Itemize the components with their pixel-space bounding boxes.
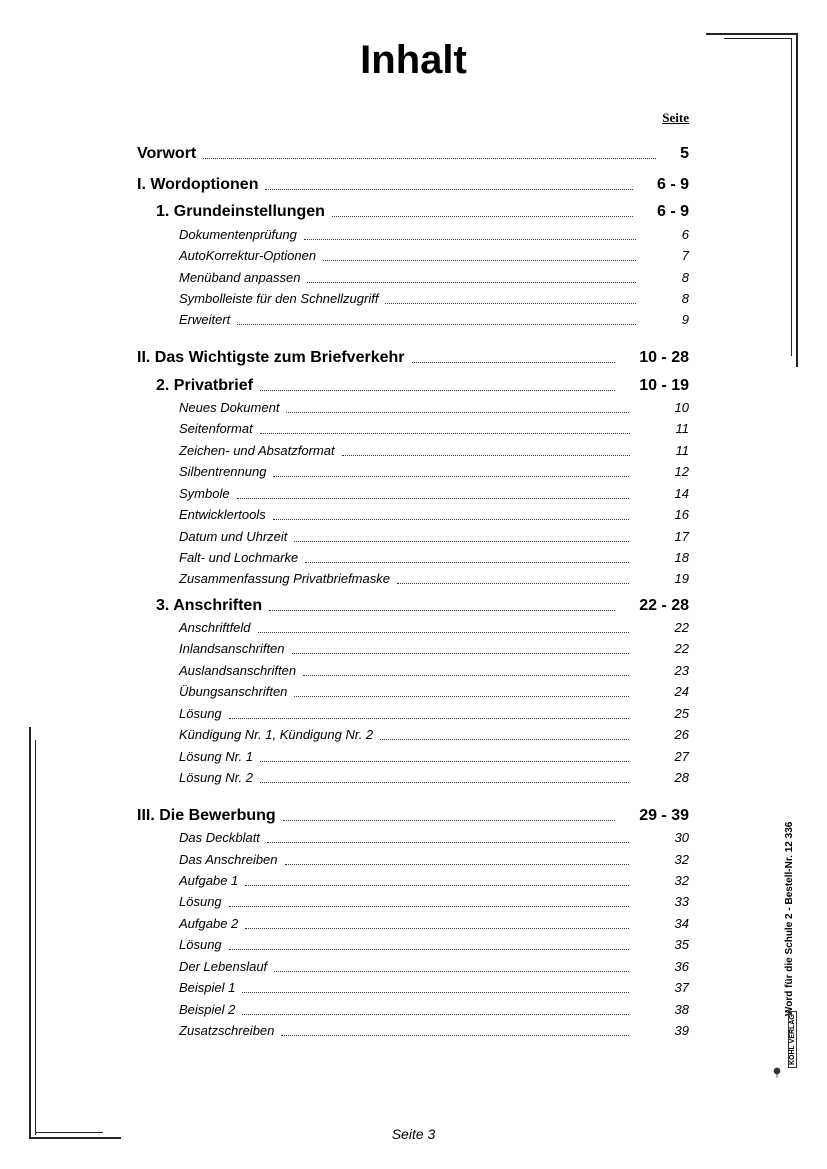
toc-entry-label: Lösung Nr. 1 xyxy=(179,749,253,764)
toc-entry xyxy=(179,548,689,568)
toc-entry xyxy=(179,441,689,461)
toc-entry-label: Aufgabe 2 xyxy=(179,916,239,931)
toc-dot-leader xyxy=(260,433,630,434)
toc-dot-leader xyxy=(412,362,616,363)
toc-entry-label: Aufgabe 1 xyxy=(179,873,239,888)
toc-entry-label: Entwicklertools xyxy=(179,507,266,522)
toc-dot-leader xyxy=(342,455,630,456)
toc-entry-label: Symbole xyxy=(179,486,230,501)
toc-entry xyxy=(179,935,689,955)
frame-top-right-horizontal-inner xyxy=(724,38,792,39)
toc-entry-page: 22 xyxy=(674,620,689,635)
toc-entry-page: 24 xyxy=(674,684,689,699)
toc-entry-label: Zusammenfassung Privatbriefmaske xyxy=(179,571,390,586)
toc-dot-leader xyxy=(267,842,629,843)
toc-entry-label: I. Wordoptionen xyxy=(137,176,259,193)
toc-entry xyxy=(179,768,689,788)
toc-dot-leader xyxy=(245,928,628,929)
toc-dot-leader xyxy=(269,610,615,611)
toc-dot-leader xyxy=(286,412,628,413)
toc-entry xyxy=(179,661,689,681)
toc-entry xyxy=(179,1000,689,1020)
toc-entry xyxy=(179,747,689,767)
side-publisher-text: Word für die Schule 2 - Bestell-Nr. 12 336 xyxy=(784,821,795,1016)
toc-entry-label: Beispiel 2 xyxy=(179,1002,236,1017)
toc-entry-page: 19 xyxy=(674,571,689,586)
frame-top-right-horizontal xyxy=(706,33,796,35)
toc-entry xyxy=(179,978,689,998)
toc-entry-label: Der Lebenslauf xyxy=(179,959,268,974)
toc-entry xyxy=(137,144,689,164)
toc-dot-leader xyxy=(303,675,628,676)
toc-dot-leader xyxy=(260,390,615,391)
toc-dot-leader xyxy=(281,1035,628,1036)
toc-entry-page: 26 xyxy=(674,727,689,742)
toc-entry-page: 14 xyxy=(674,486,689,501)
toc-entry-page: 35 xyxy=(674,937,689,952)
toc-entry xyxy=(179,704,689,724)
toc-entry-label: Zeichen- und Absatzformat xyxy=(179,443,335,458)
toc-entry-page: 30 xyxy=(674,830,689,845)
toc-entry-label: Erweitert xyxy=(179,312,231,327)
frame-top-right-vertical xyxy=(796,33,798,367)
toc-entry-label: 1. Grundeinstellungen xyxy=(156,203,325,220)
toc-entry-page: 25 xyxy=(674,706,689,721)
toc-entry-label: 2. Privatbrief xyxy=(156,377,253,394)
toc-dot-leader xyxy=(304,239,636,240)
toc-entry-label: Anschriftfeld xyxy=(179,620,251,635)
toc-entry-page: 23 xyxy=(674,663,689,678)
toc-entry-page: 5 xyxy=(680,145,689,162)
toc-entry-page: 17 xyxy=(674,529,689,544)
toc-entry-page: 22 - 28 xyxy=(639,597,689,614)
toc-dot-leader xyxy=(273,476,628,477)
toc-entry-label: Zusatzschreiben xyxy=(179,1023,275,1038)
toc-entry-page: 6 - 9 xyxy=(656,176,689,193)
toc-entry-page: 39 xyxy=(674,1023,689,1038)
toc-dot-leader xyxy=(307,282,635,283)
frame-bottom-left-horizontal xyxy=(29,1137,121,1139)
toc-entry-label: Beispiel 1 xyxy=(179,980,236,995)
toc-entry-page: 28 xyxy=(674,770,689,785)
toc-entry-label: Menüband anpassen xyxy=(179,270,301,285)
toc-entry-label: Seitenformat xyxy=(179,421,253,436)
toc-dot-leader xyxy=(273,519,629,520)
toc-entry-page: 18 xyxy=(674,550,689,565)
toc-dot-leader xyxy=(229,906,629,907)
toc-entry-label: Das Deckblatt xyxy=(179,830,260,845)
toc-entry xyxy=(179,957,689,977)
toc-entry-label: II. Das Wichtigste zum Briefverkehr xyxy=(137,349,405,366)
toc-dot-leader xyxy=(397,583,629,584)
toc-dot-leader xyxy=(258,632,629,633)
toc-entry xyxy=(156,202,689,222)
frame-bottom-left-horizontal-inner xyxy=(35,1132,103,1133)
toc-entry xyxy=(179,289,689,309)
frame-top-right-vertical-inner xyxy=(791,38,792,356)
publisher-tree-logo-icon xyxy=(766,1066,788,1096)
toc-entry-label: Lösung Nr. 2 xyxy=(179,770,253,785)
toc-entry xyxy=(179,505,689,525)
toc-dot-leader xyxy=(203,158,656,159)
toc-dot-leader xyxy=(332,216,633,217)
toc-entry-page: 11 xyxy=(675,421,689,436)
toc-entry-page: 11 xyxy=(675,443,689,458)
toc-dot-leader xyxy=(237,498,629,499)
toc-entry-page: 12 xyxy=(674,464,689,479)
toc-entry xyxy=(179,268,689,288)
toc-entry-page: 7 xyxy=(681,248,689,263)
toc-entry-label: Lösung xyxy=(179,937,222,952)
toc-entry xyxy=(137,806,689,826)
toc-entry xyxy=(179,725,689,745)
toc-entry-label: Silbentrennung xyxy=(179,464,267,479)
toc-dot-leader xyxy=(283,820,616,821)
toc-entry-label: AutoKorrektur-Optionen xyxy=(179,248,317,263)
toc-entry xyxy=(179,462,689,482)
toc-entry-page: 36 xyxy=(674,959,689,974)
toc-entry xyxy=(179,527,689,547)
toc-entry xyxy=(179,1021,689,1041)
toc-entry-label: Lösung xyxy=(179,894,222,909)
toc-dot-leader xyxy=(305,562,628,563)
toc-dot-leader xyxy=(242,992,628,993)
toc-entry-label: Dokumentenprüfung xyxy=(179,227,297,242)
toc-entry-label: 3. Anschriften xyxy=(156,597,263,614)
toc-entry xyxy=(179,569,689,589)
toc-entry-page: 10 - 28 xyxy=(639,349,689,366)
toc-entry-label: Übungsanschriften xyxy=(179,684,288,699)
toc-entry-label: Kündigung Nr. 1, Kündigung Nr. 2 xyxy=(179,727,374,742)
page-title: Inhalt xyxy=(360,38,467,82)
frame-bottom-left-vertical-inner xyxy=(35,740,36,1135)
toc-dot-leader xyxy=(323,260,636,261)
toc-entry xyxy=(179,484,689,504)
toc-dot-leader xyxy=(229,949,629,950)
toc-entry-page: 6 - 9 xyxy=(656,203,689,220)
toc-dot-leader xyxy=(265,189,633,190)
toc-entry xyxy=(179,850,689,870)
toc-dot-leader xyxy=(242,1014,628,1015)
toc-entry-page: 32 xyxy=(674,852,689,867)
toc-entry xyxy=(137,348,689,368)
toc-entry-page: 33 xyxy=(674,894,689,909)
toc-entry-label: Datum und Uhrzeit xyxy=(179,529,288,544)
toc-entry xyxy=(179,618,689,638)
toc-dot-leader xyxy=(285,864,629,865)
toc-entry xyxy=(179,310,689,330)
toc-entry-page: 8 xyxy=(681,270,689,285)
toc-entry xyxy=(156,596,689,616)
toc-dot-leader xyxy=(294,541,628,542)
toc-dot-leader xyxy=(274,971,628,972)
toc-entry xyxy=(179,914,689,934)
toc-entry-page: 8 xyxy=(681,291,689,306)
toc-entry-page: 29 - 39 xyxy=(639,807,689,824)
toc-entry-label: Falt- und Lochmarke xyxy=(179,550,299,565)
toc-dot-leader xyxy=(294,696,628,697)
toc-entry-label: Lösung xyxy=(179,706,222,721)
toc-dot-leader xyxy=(229,718,629,719)
toc-entry-page: 34 xyxy=(674,916,689,931)
toc-dot-leader xyxy=(380,739,628,740)
toc-entry-page: 27 xyxy=(674,749,689,764)
toc-entry-page: 38 xyxy=(674,1002,689,1017)
toc-entry-label: Vorwort xyxy=(137,145,197,162)
toc-entry-page: 10 xyxy=(674,400,689,415)
toc-entry-label: Inlandsanschriften xyxy=(179,641,285,656)
toc-entry-label: Neues Dokument xyxy=(179,400,280,415)
toc-dot-leader xyxy=(245,885,628,886)
seite-column-header: Seite xyxy=(662,110,689,125)
toc-entry-page: 32 xyxy=(674,873,689,888)
publisher-logo-text: KOHL VERLAG xyxy=(788,1068,789,1069)
toc-entry-page: 10 - 19 xyxy=(639,377,689,394)
toc-dot-leader xyxy=(237,324,635,325)
toc-entry-page: 6 xyxy=(681,227,689,242)
toc-dot-leader xyxy=(385,303,635,304)
toc-entry xyxy=(156,376,689,396)
toc-entry-page: 9 xyxy=(681,312,689,327)
toc-entry xyxy=(137,175,689,195)
toc-dot-leader xyxy=(260,761,629,762)
toc-entry xyxy=(179,398,689,418)
toc-entry xyxy=(179,639,689,659)
toc-entry-label: Auslandsanschriften xyxy=(179,663,297,678)
page-footer: Seite 3 xyxy=(391,1126,436,1142)
toc-entry-page: 22 xyxy=(674,641,689,656)
toc-entry-label: Symbolleiste für den Schnellzugriff xyxy=(179,291,379,306)
toc-entry xyxy=(179,419,689,439)
toc-entry xyxy=(179,225,689,245)
toc-entry xyxy=(179,682,689,702)
toc-entry-label: Das Anschreiben xyxy=(179,852,278,867)
toc-entry xyxy=(179,871,689,891)
toc-entry-label: III. Die Bewerbung xyxy=(137,807,276,824)
toc-entry-page: 16 xyxy=(674,507,689,522)
toc-entry xyxy=(179,246,689,266)
toc-entry-page: 37 xyxy=(674,980,689,995)
toc-dot-leader xyxy=(292,653,629,654)
toc-dot-leader xyxy=(260,782,629,783)
toc-entry xyxy=(179,828,689,848)
toc-entry xyxy=(179,892,689,912)
frame-bottom-left-vertical xyxy=(29,727,31,1139)
